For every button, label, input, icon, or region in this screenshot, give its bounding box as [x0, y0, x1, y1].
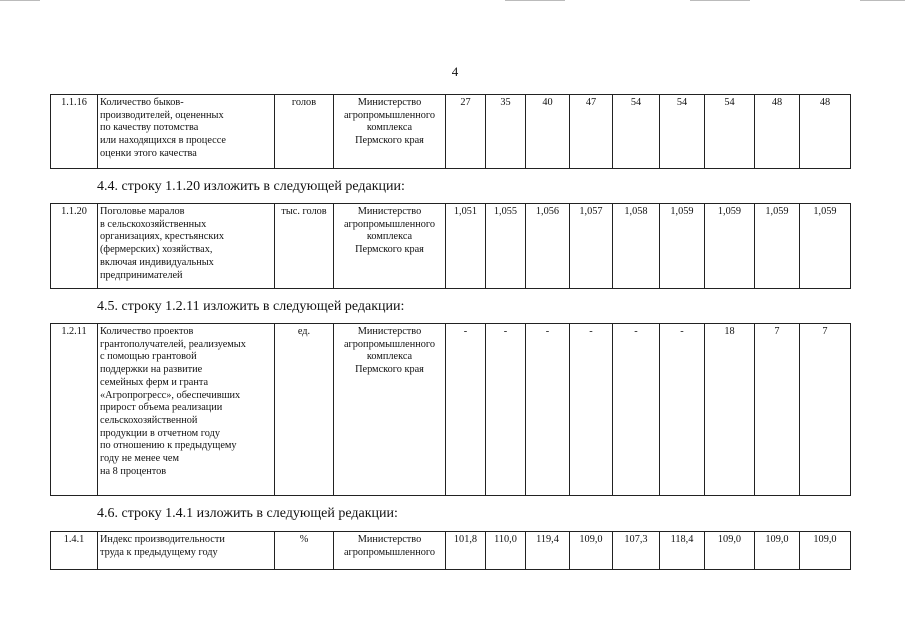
- responsible-line: Министерство: [357, 97, 422, 108]
- responsible-line: Министерство: [357, 326, 422, 337]
- responsible-line: агропромышленного: [343, 338, 436, 350]
- description-line: Количество проектов: [100, 326, 194, 337]
- row-description: [98, 324, 275, 496]
- responsible-line: Министерство: [357, 534, 422, 545]
- section-heading: 4.5. строку 1.2.11 изложить в следующей редакции:: [97, 299, 405, 314]
- value-cell: 40: [526, 95, 570, 169]
- section-heading: 4.6. строку 1.4.1 изложить в следующей редакции:: [97, 506, 398, 521]
- scan-edge-line: [860, 0, 905, 1]
- value-cell: -: [446, 324, 486, 496]
- description-line: прирост объема реализации: [100, 402, 223, 414]
- value-cell: 101,8: [446, 532, 486, 570]
- value-cell: 107,3: [613, 532, 660, 570]
- row-responsible: [334, 204, 446, 289]
- row-code: 1.1.16: [51, 95, 98, 169]
- indicator-table-1-2-11: [50, 323, 851, 496]
- scan-edge-line: [690, 0, 750, 1]
- row-unit: ед.: [275, 324, 334, 496]
- description-line: «Агропрогресс», обеспечивших: [100, 389, 241, 401]
- description-line: поддержки на развитие: [100, 364, 203, 376]
- description-line: в сельскохозяйственных: [100, 218, 207, 230]
- description-line: Количество быков-: [100, 97, 184, 108]
- description-line: по качеству потомства: [100, 122, 199, 134]
- value-cell: -: [570, 324, 613, 496]
- row-code: 1.1.20: [51, 204, 98, 289]
- responsible-line: Пермского края: [355, 244, 424, 256]
- value-cell: 118,4: [660, 532, 705, 570]
- row-responsible: [334, 324, 446, 496]
- responsible-line: агропромышленного: [343, 218, 436, 230]
- responsible-line: агропромышленного: [343, 546, 436, 558]
- page-number: 4: [451, 64, 459, 79]
- value-cell: 7: [755, 324, 800, 496]
- description-line: (фермерских) хозяйствах,: [100, 244, 213, 256]
- table-row: [51, 95, 851, 169]
- responsible-line: комплекса: [366, 351, 413, 363]
- value-cell: 1,059: [705, 204, 755, 289]
- value-cell: 54: [660, 95, 705, 169]
- description-line: семейных ферм и гранта: [100, 376, 209, 388]
- description-line: продукции в отчетном году: [100, 427, 220, 439]
- responsible-line: Пермского края: [355, 135, 424, 147]
- value-cell: 1,059: [660, 204, 705, 289]
- scan-edge-line: [0, 0, 40, 1]
- description-line: или находящихся в процессе: [100, 135, 226, 147]
- value-cell: 1,057: [570, 204, 613, 289]
- description-line: году не менее чем: [100, 453, 180, 465]
- value-cell: 1,059: [755, 204, 800, 289]
- row-description: [98, 204, 275, 289]
- description-line: производителей, оцененных: [100, 109, 224, 121]
- table-row: [51, 204, 851, 289]
- description-line: с помощью грантовой: [100, 351, 197, 363]
- row-unit: голов: [275, 95, 334, 169]
- indicator-table-1-4-1: [50, 531, 851, 570]
- row-responsible: [334, 95, 446, 169]
- responsible-line: агропромышленного: [343, 109, 436, 121]
- responsible-line: комплекса: [366, 231, 413, 243]
- description-line: предпринимателей: [100, 269, 183, 281]
- value-cell: -: [613, 324, 660, 496]
- indicator-table-1-1-16: [50, 94, 851, 169]
- value-cell: 48: [755, 95, 800, 169]
- value-cell: 1,058: [613, 204, 660, 289]
- description-line: грантополучателей, реализуемых: [100, 338, 246, 350]
- value-cell: -: [486, 324, 526, 496]
- value-cell: 1,056: [526, 204, 570, 289]
- row-code: 1.2.11: [51, 324, 98, 496]
- indicator-table-1-1-20: [50, 203, 851, 289]
- value-cell: 54: [613, 95, 660, 169]
- value-cell: 54: [705, 95, 755, 169]
- description-line: на 8 процентов: [100, 465, 167, 477]
- value-cell: 1,051: [446, 204, 486, 289]
- value-cell: -: [526, 324, 570, 496]
- value-cell: 48: [800, 95, 851, 169]
- row-description: [98, 95, 275, 169]
- table-row: [51, 532, 851, 570]
- value-cell: 18: [705, 324, 755, 496]
- description-line: труда к предыдущему году: [100, 546, 218, 558]
- responsible-line: комплекса: [366, 122, 413, 134]
- value-cell: 109,0: [705, 532, 755, 570]
- value-cell: 109,0: [570, 532, 613, 570]
- value-cell: 47: [570, 95, 613, 169]
- row-description: [98, 532, 275, 570]
- value-cell: -: [660, 324, 705, 496]
- value-cell: 7: [800, 324, 851, 496]
- value-cell: 119,4: [526, 532, 570, 570]
- description-line: включая индивидуальных: [100, 256, 214, 268]
- section-heading: 4.4. строку 1.1.20 изложить в следующей редакции:: [97, 179, 405, 194]
- row-unit: тыс. голов: [275, 204, 334, 289]
- table-row: [51, 324, 851, 496]
- responsible-line: Пермского края: [355, 364, 424, 376]
- row-unit: %: [275, 532, 334, 570]
- row-code: 1.4.1: [51, 532, 98, 570]
- description-line: оценки этого качества: [100, 147, 197, 159]
- value-cell: 27: [446, 95, 486, 169]
- description-line: организациях, крестьянских: [100, 231, 225, 243]
- description-line: Поголовье маралов: [100, 206, 185, 217]
- responsible-line: Министерство: [357, 206, 422, 217]
- value-cell: 109,0: [755, 532, 800, 570]
- value-cell: 110,0: [486, 532, 526, 570]
- value-cell: 1,055: [486, 204, 526, 289]
- description-line: сельскохозяйственной: [100, 414, 198, 426]
- value-cell: 109,0: [800, 532, 851, 570]
- scan-edge-line: [505, 0, 565, 1]
- row-responsible: [334, 532, 446, 570]
- description-line: по отношению к предыдущему: [100, 440, 237, 452]
- description-line: Индекс производительности: [100, 534, 225, 545]
- value-cell: 35: [486, 95, 526, 169]
- value-cell: 1,059: [800, 204, 851, 289]
